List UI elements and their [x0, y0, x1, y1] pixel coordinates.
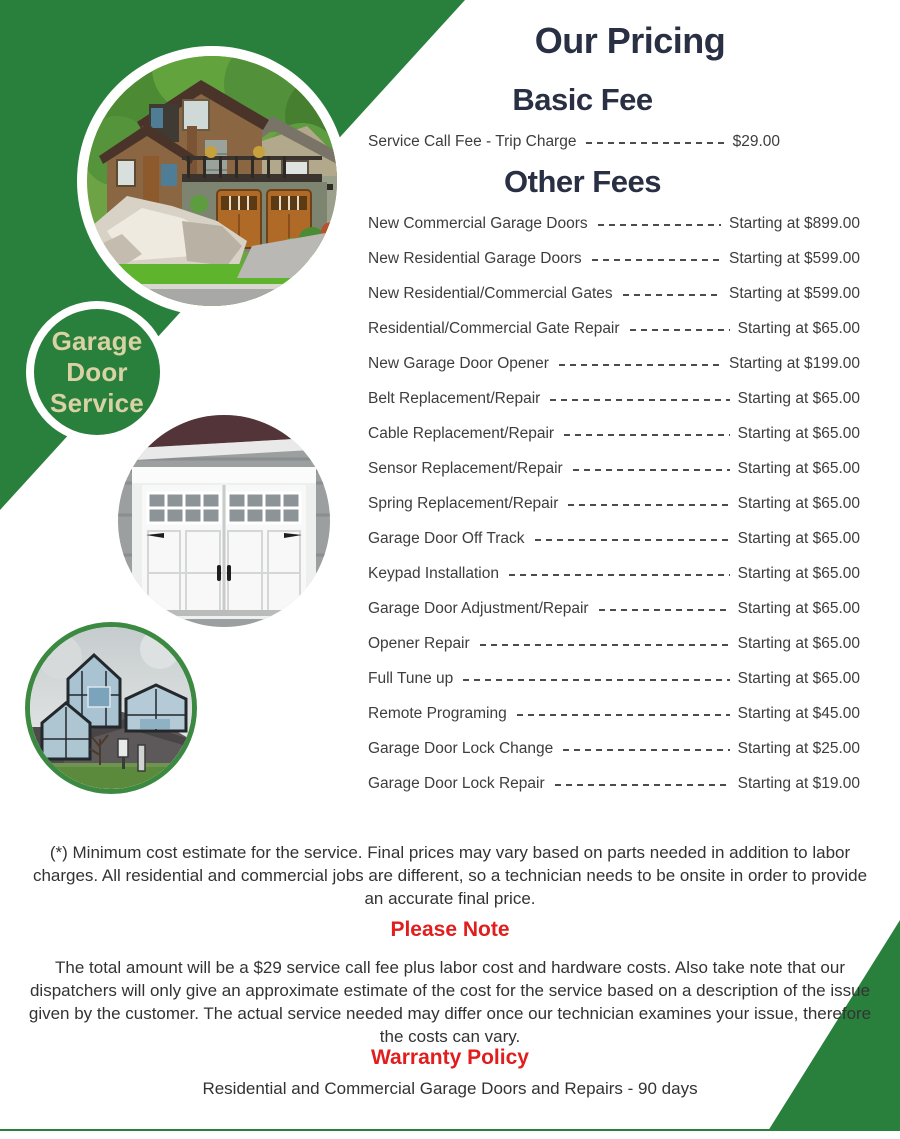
dash-leader — [550, 399, 729, 401]
fee-label: Garage Door Lock Change — [368, 739, 554, 757]
fee-row — [368, 381, 860, 416]
fee-price: Starting at $65.00 — [737, 564, 860, 582]
dash-leader — [564, 434, 730, 436]
house-photo-image — [87, 56, 337, 306]
fee-row — [368, 486, 860, 521]
warranty-policy-heading: Warranty Policy — [371, 1046, 529, 1069]
fee-price: Starting at $65.00 — [737, 529, 860, 547]
fee-label: Full Tune up — [368, 669, 454, 687]
fee-row — [368, 556, 860, 591]
basic-fee-row — [368, 129, 780, 155]
dash-leader — [559, 364, 721, 366]
dash-leader — [480, 644, 730, 646]
fee-row — [368, 521, 860, 556]
fee-price: Starting at $65.00 — [737, 459, 860, 477]
fee-price: Starting at $65.00 — [737, 599, 860, 617]
building-photo-image — [25, 622, 197, 794]
dash-leader — [535, 539, 730, 541]
fee-price: Starting at $65.00 — [737, 424, 860, 442]
garage-door-photo-image — [118, 415, 330, 627]
fee-label: Cable Replacement/Repair — [368, 424, 555, 442]
dash-leader — [517, 714, 730, 716]
dash-leader — [623, 294, 721, 296]
dash-leader — [598, 224, 721, 226]
fee-label: Remote Programing — [368, 704, 507, 722]
fee-label: New Residential Garage Doors — [368, 249, 582, 267]
fee-row — [368, 696, 860, 731]
fee-label: New Garage Door Opener — [368, 354, 549, 372]
dash-leader — [599, 609, 730, 611]
fee-row — [368, 416, 860, 451]
fee-price: Starting at $199.00 — [729, 354, 860, 372]
fee-row — [368, 626, 860, 661]
fee-price: Starting at $899.00 — [729, 214, 860, 232]
fee-price: Starting at $65.00 — [737, 634, 860, 652]
fee-label: Garage Door Off Track — [368, 529, 525, 547]
please-note-heading: Please Note — [390, 918, 510, 941]
fee-price: Starting at $45.00 — [737, 704, 860, 722]
fee-label: Belt Replacement/Repair — [368, 389, 541, 407]
fee-row — [368, 591, 860, 626]
fee-row — [368, 661, 860, 696]
please-note-paragraph: The total amount will be a $29 service call fee plus labor cost and hardware costs. Also take note that our dispatchers will only give an approximate estimate of the cost for the service based on a description of the issue given by the customer. The actual service needed may differ once our technician examines your issue, therefore the costs can vary. — [28, 958, 872, 1046]
house-photo-illustration — [87, 56, 337, 306]
disclaimer-paragraph: (*) Minimum cost estimate for the service. Final prices may vary based on parts needed in addition to labor charges. All residential and commercial jobs are different, so a technician needs to be onsite in order to provide an accurate final price. — [32, 843, 868, 908]
dash-leader — [568, 504, 729, 506]
garage-door-illustration — [118, 415, 330, 627]
fee-label: New Residential/Commercial Gates — [368, 284, 613, 302]
bottom-border-line — [0, 1129, 900, 1131]
dash-leader — [463, 679, 729, 681]
dash-leader — [509, 574, 730, 576]
dash-leader — [592, 259, 721, 261]
badge-line-garage: Garage — [51, 325, 143, 356]
dash-leader — [586, 142, 724, 144]
fee-price: Starting at $599.00 — [729, 284, 860, 302]
warranty-policy-text: Residential and Commercial Garage Doors and Repairs - 90 days — [202, 1079, 698, 1098]
fee-row — [368, 346, 860, 381]
building-illustration — [30, 627, 192, 789]
fee-row — [368, 276, 860, 311]
fee-label: New Commercial Garage Doors — [368, 214, 588, 232]
fee-label: Sensor Replacement/Repair — [368, 459, 563, 477]
fee-row — [368, 731, 860, 766]
fee-label: Garage Door Lock Repair — [368, 774, 545, 792]
fee-row — [368, 206, 860, 241]
fee-row — [368, 766, 860, 801]
fee-label: Opener Repair — [368, 634, 470, 652]
dash-leader — [555, 784, 730, 786]
fee-price: Starting at $65.00 — [737, 389, 860, 407]
fee-label: Residential/Commercial Gate Repair — [368, 319, 620, 337]
dash-leader — [630, 329, 730, 331]
badge-line-door: Door — [66, 356, 128, 387]
service-badge — [34, 309, 160, 435]
fee-price: Starting at $65.00 — [737, 319, 860, 337]
dash-leader — [563, 749, 729, 751]
fee-price: Starting at $19.00 — [737, 774, 860, 792]
fee-label: Service Call Fee - Trip Charge — [368, 133, 577, 150]
fee-row — [368, 241, 860, 276]
other-fees-list — [368, 206, 860, 801]
fee-price: $29.00 — [732, 133, 780, 150]
basic-fee-heading: Basic Fee — [512, 82, 653, 117]
dash-leader — [573, 469, 730, 471]
fee-label: Garage Door Adjustment/Repair — [368, 599, 589, 617]
fee-row — [368, 451, 860, 486]
other-fees-heading: Other Fees — [504, 164, 661, 199]
fee-price: Starting at $25.00 — [737, 739, 860, 757]
fee-label: Spring Replacement/Repair — [368, 494, 559, 512]
page-title: Our Pricing — [534, 20, 726, 61]
fee-price: Starting at $65.00 — [737, 669, 860, 687]
fee-price: Starting at $65.00 — [737, 494, 860, 512]
badge-line-service: Service — [50, 387, 144, 418]
fee-row — [368, 311, 860, 346]
fee-price: Starting at $599.00 — [729, 249, 860, 267]
fee-label: Keypad Installation — [368, 564, 499, 582]
